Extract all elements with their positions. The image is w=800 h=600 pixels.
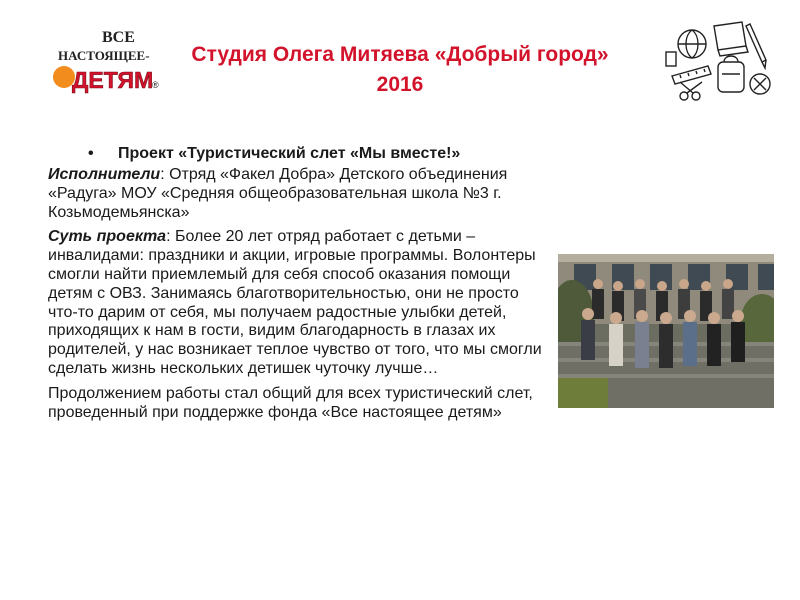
title-line-1: Студия Олега Митяева «Добрый город» (191, 43, 609, 66)
logo-line2: НАСТОЯЩЕЕ- (58, 48, 150, 63)
paragraph-lead: Исполнители (48, 166, 161, 183)
paragraph-text: Продолжением работы стал общий для всех туристический слет, проведенный при поддержке фонда «Все настоящее детям» (48, 384, 533, 421)
paragraph-text: : Отряд «Факел Добра» Детского объединения «Радуга» МОУ «Средняя общеобразовательная школа №3 г. Козьмодемьянска» (48, 166, 508, 221)
project-title: Проект «Туристический слет «Мы вместе!» (118, 145, 461, 162)
logo-line1: ВСЕ (102, 29, 135, 46)
body-text (48, 166, 548, 428)
bullet-dot: • (88, 145, 94, 162)
paragraph-continuation (48, 385, 548, 423)
paragraph-text: : Более 20 лет отряд работает с детьми – инвалидами: праздники и акции, игровые программы. Волонтеры смогли найти приемлемый для себя способ оказания помощи детям с ОВЗ. Занимаясь благотворительностью, они не просто что-то дарим от себя, мы получаем радостные улыбки детей, приходящих к нам в гости, видим благодарность в глазах их родителей, у нас возникает теплое чувство от того, что мы смогли сделать жизнь нескольких детишек чуточку лучше… (48, 228, 542, 377)
logo-registered-mark: ® (152, 80, 159, 90)
group-photo (558, 254, 774, 408)
logo-line3: ДЕТЯМ (72, 67, 154, 93)
title-line-2: 2016 (376, 73, 424, 96)
paragraph-performers (48, 166, 548, 222)
paragraph-lead: Суть проекта (48, 228, 167, 246)
paragraph-essence (48, 228, 548, 378)
page-title (150, 40, 650, 100)
school-supplies-doodle-icon (662, 16, 780, 106)
